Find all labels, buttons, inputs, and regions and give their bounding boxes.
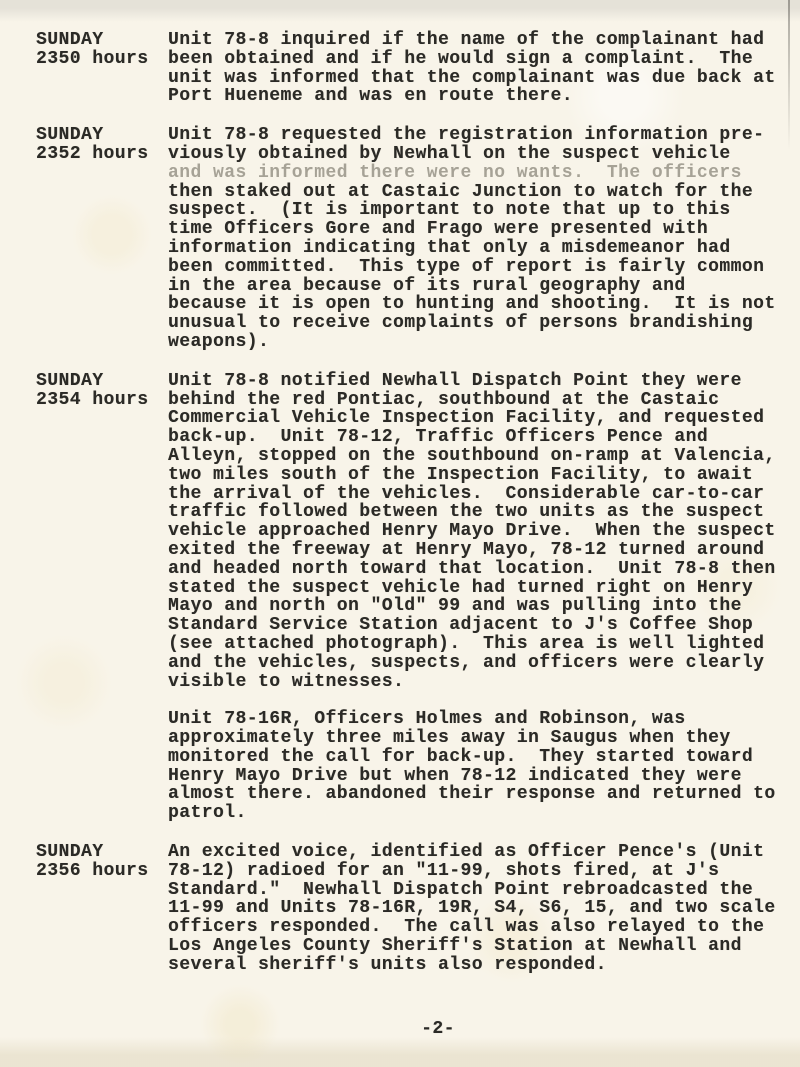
entry-time-column: [36, 126, 168, 352]
entry-time-column: [36, 31, 168, 106]
text-line: (see attached photograph). This area is well lighted: [168, 633, 765, 654]
entry-time-label: 2356 hours: [36, 860, 149, 881]
text-line: Alleyn, stopped on the southbound on-ramp at Valencia,: [168, 445, 776, 466]
text-line: exited the freeway at Henry Mayo, 78-12 turned around: [168, 539, 765, 560]
text-line: Unit 78-8 notified Newhall Dispatch Point they were: [168, 370, 742, 391]
text-line: An excited voice, identified as Officer Pence's (Unit: [168, 842, 765, 863]
text-line: traffic followed between the two units as the suspect: [168, 502, 765, 523]
text-line: Standard Service Station adjacent to J's Coffee Shop: [168, 615, 754, 636]
entry-body: [168, 31, 800, 106]
entry-time-label: 2354 hours: [36, 389, 149, 410]
text-line: and was informed there were no wants. The officers: [168, 162, 742, 183]
text-line: visible to witnesses.: [168, 671, 405, 692]
text-line: because it is open to hunting and shooting. It is not: [168, 294, 776, 315]
entry-paragraph: [168, 372, 800, 692]
entry-body: [168, 126, 800, 352]
text-line: viously obtained by Newhall on the suspect vehicle: [168, 143, 731, 164]
text-line: approximately three miles away in Saugus when they: [168, 728, 731, 749]
text-line: behind the red Pontiac, southbound at the Castaic: [168, 389, 720, 410]
timeline-entry: [36, 31, 800, 106]
text-line: been obtained and if he would sign a complaint. The: [168, 48, 754, 69]
text-line: time Officers Gore and Frago were presented with: [168, 219, 709, 240]
entry-time-label: 2350 hours: [36, 48, 149, 69]
text-line: stated the suspect vehicle had turned right on Henry: [168, 577, 754, 598]
entry-day-label: SUNDAY: [36, 370, 104, 391]
text-line: Los Angeles County Sheriff's Station at Newhall and: [168, 936, 742, 957]
timeline-entry: [36, 843, 800, 975]
entry-paragraph: [168, 126, 800, 352]
entry-time-column: [36, 843, 168, 975]
text-line: Unit 78-8 inquired if the name of the complainant had: [168, 30, 765, 50]
text-line: monitored the call for back-up. They started toward: [168, 746, 754, 767]
entry-paragraph: [168, 710, 800, 823]
text-line: weapons).: [168, 331, 270, 352]
text-line: Henry Mayo Drive but when 78-12 indicated they were: [168, 765, 742, 786]
text-line: Unit 78-16R, Officers Holmes and Robinson, was: [168, 709, 686, 730]
scan-edge-artifact: [788, 0, 790, 150]
text-line: the arrival of the vehicles. Considerable car-to-car: [168, 483, 765, 504]
text-line: officers responded. The call was also relayed to the: [168, 917, 765, 938]
text-line: unusual to receive complaints of persons brandishing: [168, 313, 754, 334]
entry-body: [168, 372, 800, 823]
text-line: and the vehicles, suspects, and officers were clearly: [168, 652, 765, 673]
text-line: information indicating that only a misdemeanor had: [168, 237, 731, 258]
entry-paragraph: [168, 31, 800, 106]
text-line: two miles south of the Inspection Facility, to await: [168, 464, 754, 485]
text-line: been committed. This type of report is fairly common: [168, 256, 765, 277]
text-line: several sheriff's units also responded.: [168, 954, 607, 975]
text-line: Port Hueneme and was en route there.: [168, 86, 574, 107]
entry-day-label: SUNDAY: [36, 125, 104, 146]
entry-body: [168, 843, 800, 975]
text-line: back-up. Unit 78-12, Traffic Officers Pence and: [168, 427, 709, 448]
timeline-entry: [36, 372, 800, 823]
text-line: Mayo and north on "Old" 99 and was pulling into the: [168, 596, 742, 617]
entry-day-label: SUNDAY: [36, 842, 104, 863]
text-line: Standard." Newhall Dispatch Point rebroadcasted the: [168, 879, 754, 900]
text-line: and headed north toward that location. Unit 78-8 then: [168, 558, 776, 579]
entry-time-column: [36, 372, 168, 823]
text-line: Commercial Vehicle Inspection Facility, and requested: [168, 408, 765, 429]
text-line: 78-12) radioed for an "11-99, shots fired, at J's: [168, 860, 720, 881]
text-line: then staked out at Castaic Junction to watch for the: [168, 181, 754, 202]
page-number: -2-: [421, 1019, 455, 1039]
entry-paragraph: [168, 843, 800, 975]
text-line: almost there. abandoned their response and returned to: [168, 784, 776, 805]
text-line: vehicle approached Henry Mayo Drive. When the suspect: [168, 521, 776, 542]
text-line: patrol.: [168, 803, 247, 824]
text-line: 11-99 and Units 78-16R, 19R, S4, S6, 15, and two scale: [168, 898, 776, 919]
text-line: Unit 78-8 requested the registration information pre-: [168, 125, 765, 146]
text-line: unit was informed that the complainant was due back at: [168, 67, 776, 88]
text-line: suspect. (It is important to note that up to this: [168, 200, 731, 221]
timeline-entry: [36, 126, 800, 352]
entry-day-label: SUNDAY: [36, 30, 104, 50]
entry-time-label: 2352 hours: [36, 143, 149, 164]
timeline-entries: [36, 31, 800, 975]
text-line: in the area because of its rural geography and: [168, 275, 686, 296]
